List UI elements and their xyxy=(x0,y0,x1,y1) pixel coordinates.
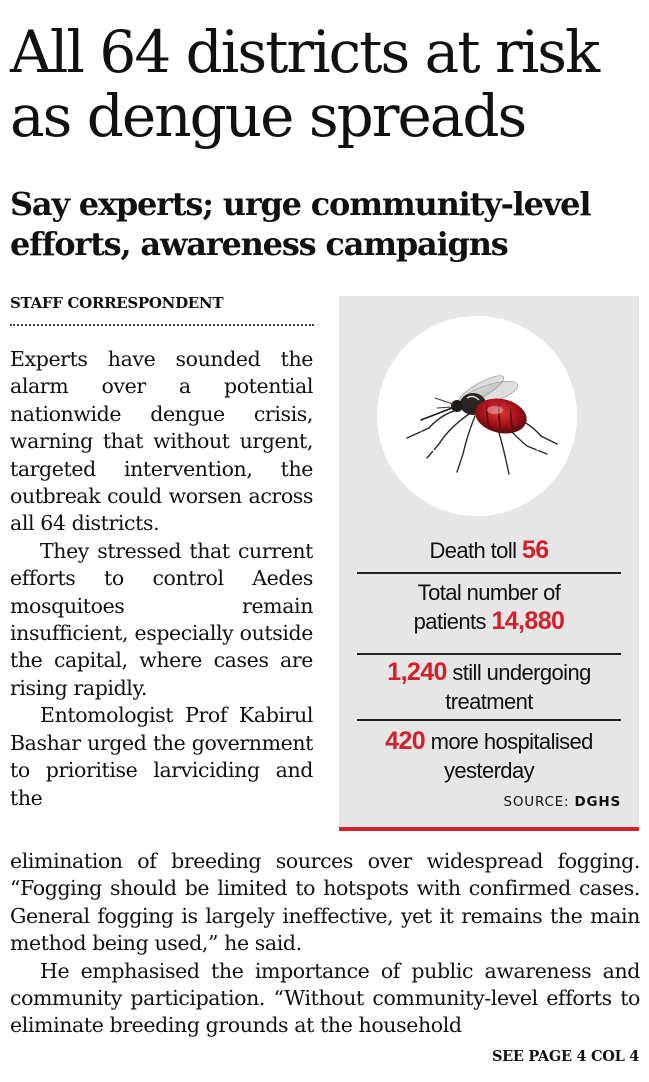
paragraph-1: Experts have sounded the alarm over a potential nationwide dengue crisis, warning that without urgent, targeted intervention, the outbreak could worsen across all 64 districts. xyxy=(10,347,313,536)
stat-undergoing-label-line-2: treatment xyxy=(445,689,533,714)
headline xyxy=(10,20,640,148)
stat-death-toll xyxy=(357,536,621,565)
stat-total-patients-label-line-2: patients xyxy=(413,609,486,634)
paragraph-4: He emphasised the importance of public awareness and community participation. “Without community-level efforts to eliminate breeding grounds at the household xyxy=(10,958,640,1038)
stat-death-toll-label: Death toll xyxy=(429,538,517,563)
stat-hospitalised xyxy=(357,727,621,785)
headline-line-2: as dengue spreads xyxy=(10,82,526,150)
article-body-narrow-column xyxy=(10,346,313,812)
paragraph-2: They stressed that current efforts to control Aedes mosquitoes remain insufficient, especially outside the capital, where cases are rising rapidly. xyxy=(10,538,313,700)
article-body-wide-column xyxy=(10,848,640,1040)
stat-undergoing-treatment xyxy=(357,658,621,716)
stat-hospitalised-label-line-2: yesterday xyxy=(444,758,534,783)
paragraph-3-start: Entomologist Prof Kabirul Bashar urged the government to prioritise larviciding and the xyxy=(10,703,313,810)
stat-divider xyxy=(357,719,621,721)
stats-infobox xyxy=(339,296,639,831)
stat-total-patients-label-line-1: Total number of xyxy=(417,580,561,605)
stat-hospitalised-value: 420 xyxy=(385,727,426,755)
headline-line-1: All 64 districts at risk xyxy=(10,18,599,86)
source-credit xyxy=(504,794,622,810)
stat-total-patients-value: 14,880 xyxy=(491,607,565,635)
subheadline-line-1: Say experts; urge community-level xyxy=(10,185,591,223)
subheadline xyxy=(10,184,642,264)
stat-undergoing-value: 1,240 xyxy=(387,658,447,686)
subheadline-line-2: efforts, awareness campaigns xyxy=(10,225,508,263)
stat-hospitalised-label: more hospitalised xyxy=(430,729,593,754)
paragraph-3-continued: elimination of breeding sources over widespread fogging. “Fogging should be limited to hotspots with confirmed cases. General fogging is largely ineffective, yet it remains the main method being used,” he said. xyxy=(10,849,640,956)
mosquito-photo xyxy=(377,316,577,516)
source-name: DGHS xyxy=(574,794,621,810)
stat-death-toll-value: 56 xyxy=(521,536,549,564)
stat-divider xyxy=(357,653,621,655)
stat-total-patients xyxy=(357,578,621,636)
byline: STAFF CORRESPONDENT xyxy=(10,294,314,326)
stat-undergoing-label: still undergoing xyxy=(452,660,591,685)
mosquito-icon xyxy=(377,316,577,516)
source-label: SOURCE: xyxy=(503,794,570,810)
continuation-jump-line: SEE PAGE 4 COL 4 xyxy=(491,1048,639,1065)
stat-divider xyxy=(357,572,621,574)
